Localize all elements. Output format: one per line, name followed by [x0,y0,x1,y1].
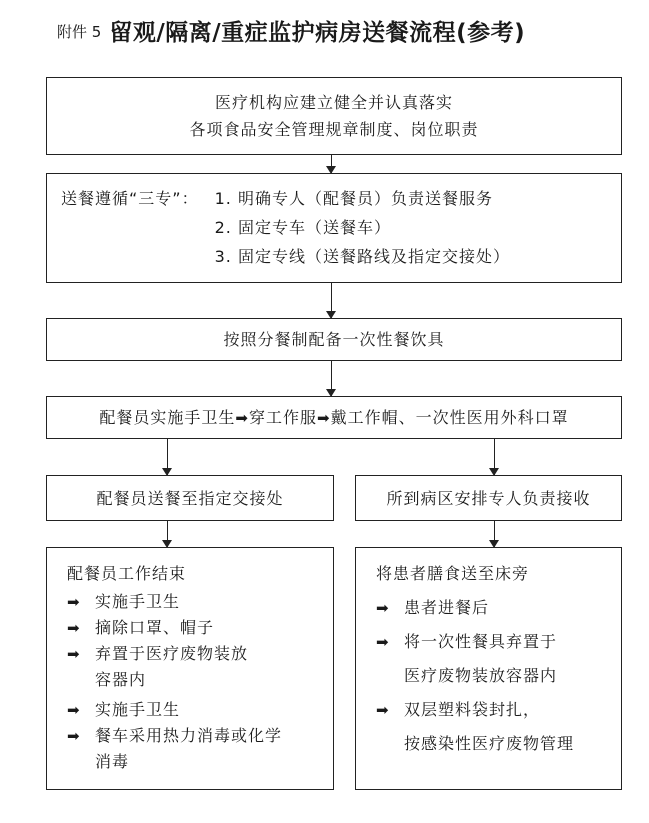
step-hand-hygiene: 配餐员实施手卫生 [99,407,236,427]
arrow-right-icon: ➡ [67,619,81,637]
step-work-clothes: 穿工作服 [248,407,317,427]
list-item: ➡ 摘除口罩、帽子 [67,615,333,641]
arrow-right-icon: ➡ [317,408,331,427]
arrow-right-icon: ➡ [67,727,81,745]
rule-item: 3. 固定专线（送餐路线及指定交接处） [214,247,510,266]
attachment-label: 附件 5 [57,23,102,41]
list-item: ➡ 实施手卫生 [67,589,333,615]
arrow-right-icon: ➡ [67,701,81,719]
page-title [57,14,525,47]
list-item: ➡ 双层塑料袋封扎， [376,697,621,723]
box6-text: 所到病区安排专人负责接收 [386,488,591,508]
arrow-down-icon [167,439,168,475]
box5-text: 配餐员送餐至指定交接处 [96,488,284,508]
list-item-continuation: 按感染性医疗废物管理 [404,734,575,753]
arrow-down-icon [494,521,495,547]
box1-line1: 医疗机构应建立健全并认真落实 [214,93,453,112]
list-item-continuation: 医疗废物装放容器内 [404,666,558,685]
arrow-right-icon: ➡ [235,408,249,427]
arrow-down-icon [331,155,332,173]
arrow-down-icon [331,283,332,318]
list-item-continuation: 容器内 [95,670,147,689]
rule-item: 2. 固定专车（送餐车） [214,218,391,237]
list-item: ➡ 弃置于医疗废物装放 [67,641,333,667]
arrow-right-icon: ➡ [376,633,390,651]
box-disposable-tableware [46,318,622,361]
arrow-right-icon: ➡ [67,593,81,611]
title-text: 留观/隔离/重症监护病房送餐流程(参考) [109,20,526,46]
arrow-down-icon [494,439,495,475]
arrow-right-icon: ➡ [376,599,390,617]
three-special-lead: 送餐遵循“三专”： [61,189,199,208]
arrow-right-icon: ➡ [376,701,390,719]
box-hand-hygiene-dress [46,396,622,439]
arrow-down-icon [167,521,168,547]
bedside-header: 将患者膳食送至床旁 [376,564,530,583]
arrow-right-icon: ➡ [67,645,81,663]
box3-text: 按照分餐制配备一次性餐饮具 [223,330,445,349]
list-item: ➡ 餐车采用热力消毒或化学 [67,723,333,749]
box-ward-receive [355,475,622,521]
arrow-down-icon [331,361,332,396]
list-item: ➡ 将一次性餐具弃置于 [376,629,621,655]
box1-line2: 各项食品安全管理规章制度、岗位职责 [189,120,479,139]
rule-item: 1. 明确专人（配餐员）负责送餐服务 [214,189,493,208]
box-work-end [46,547,334,790]
box-three-special [46,173,622,283]
box-bedside-delivery [355,547,622,790]
list-item: ➡ 患者进餐后 [376,595,621,621]
list-item: ➡ 实施手卫生 [67,697,333,723]
list-item-continuation: 消毒 [95,752,130,771]
box-deliver-handover [46,475,334,521]
step-cap-mask: 戴工作帽、一次性医用外科口罩 [330,407,569,427]
box-food-safety [46,77,622,155]
work-end-header: 配餐员工作结束 [67,564,187,583]
